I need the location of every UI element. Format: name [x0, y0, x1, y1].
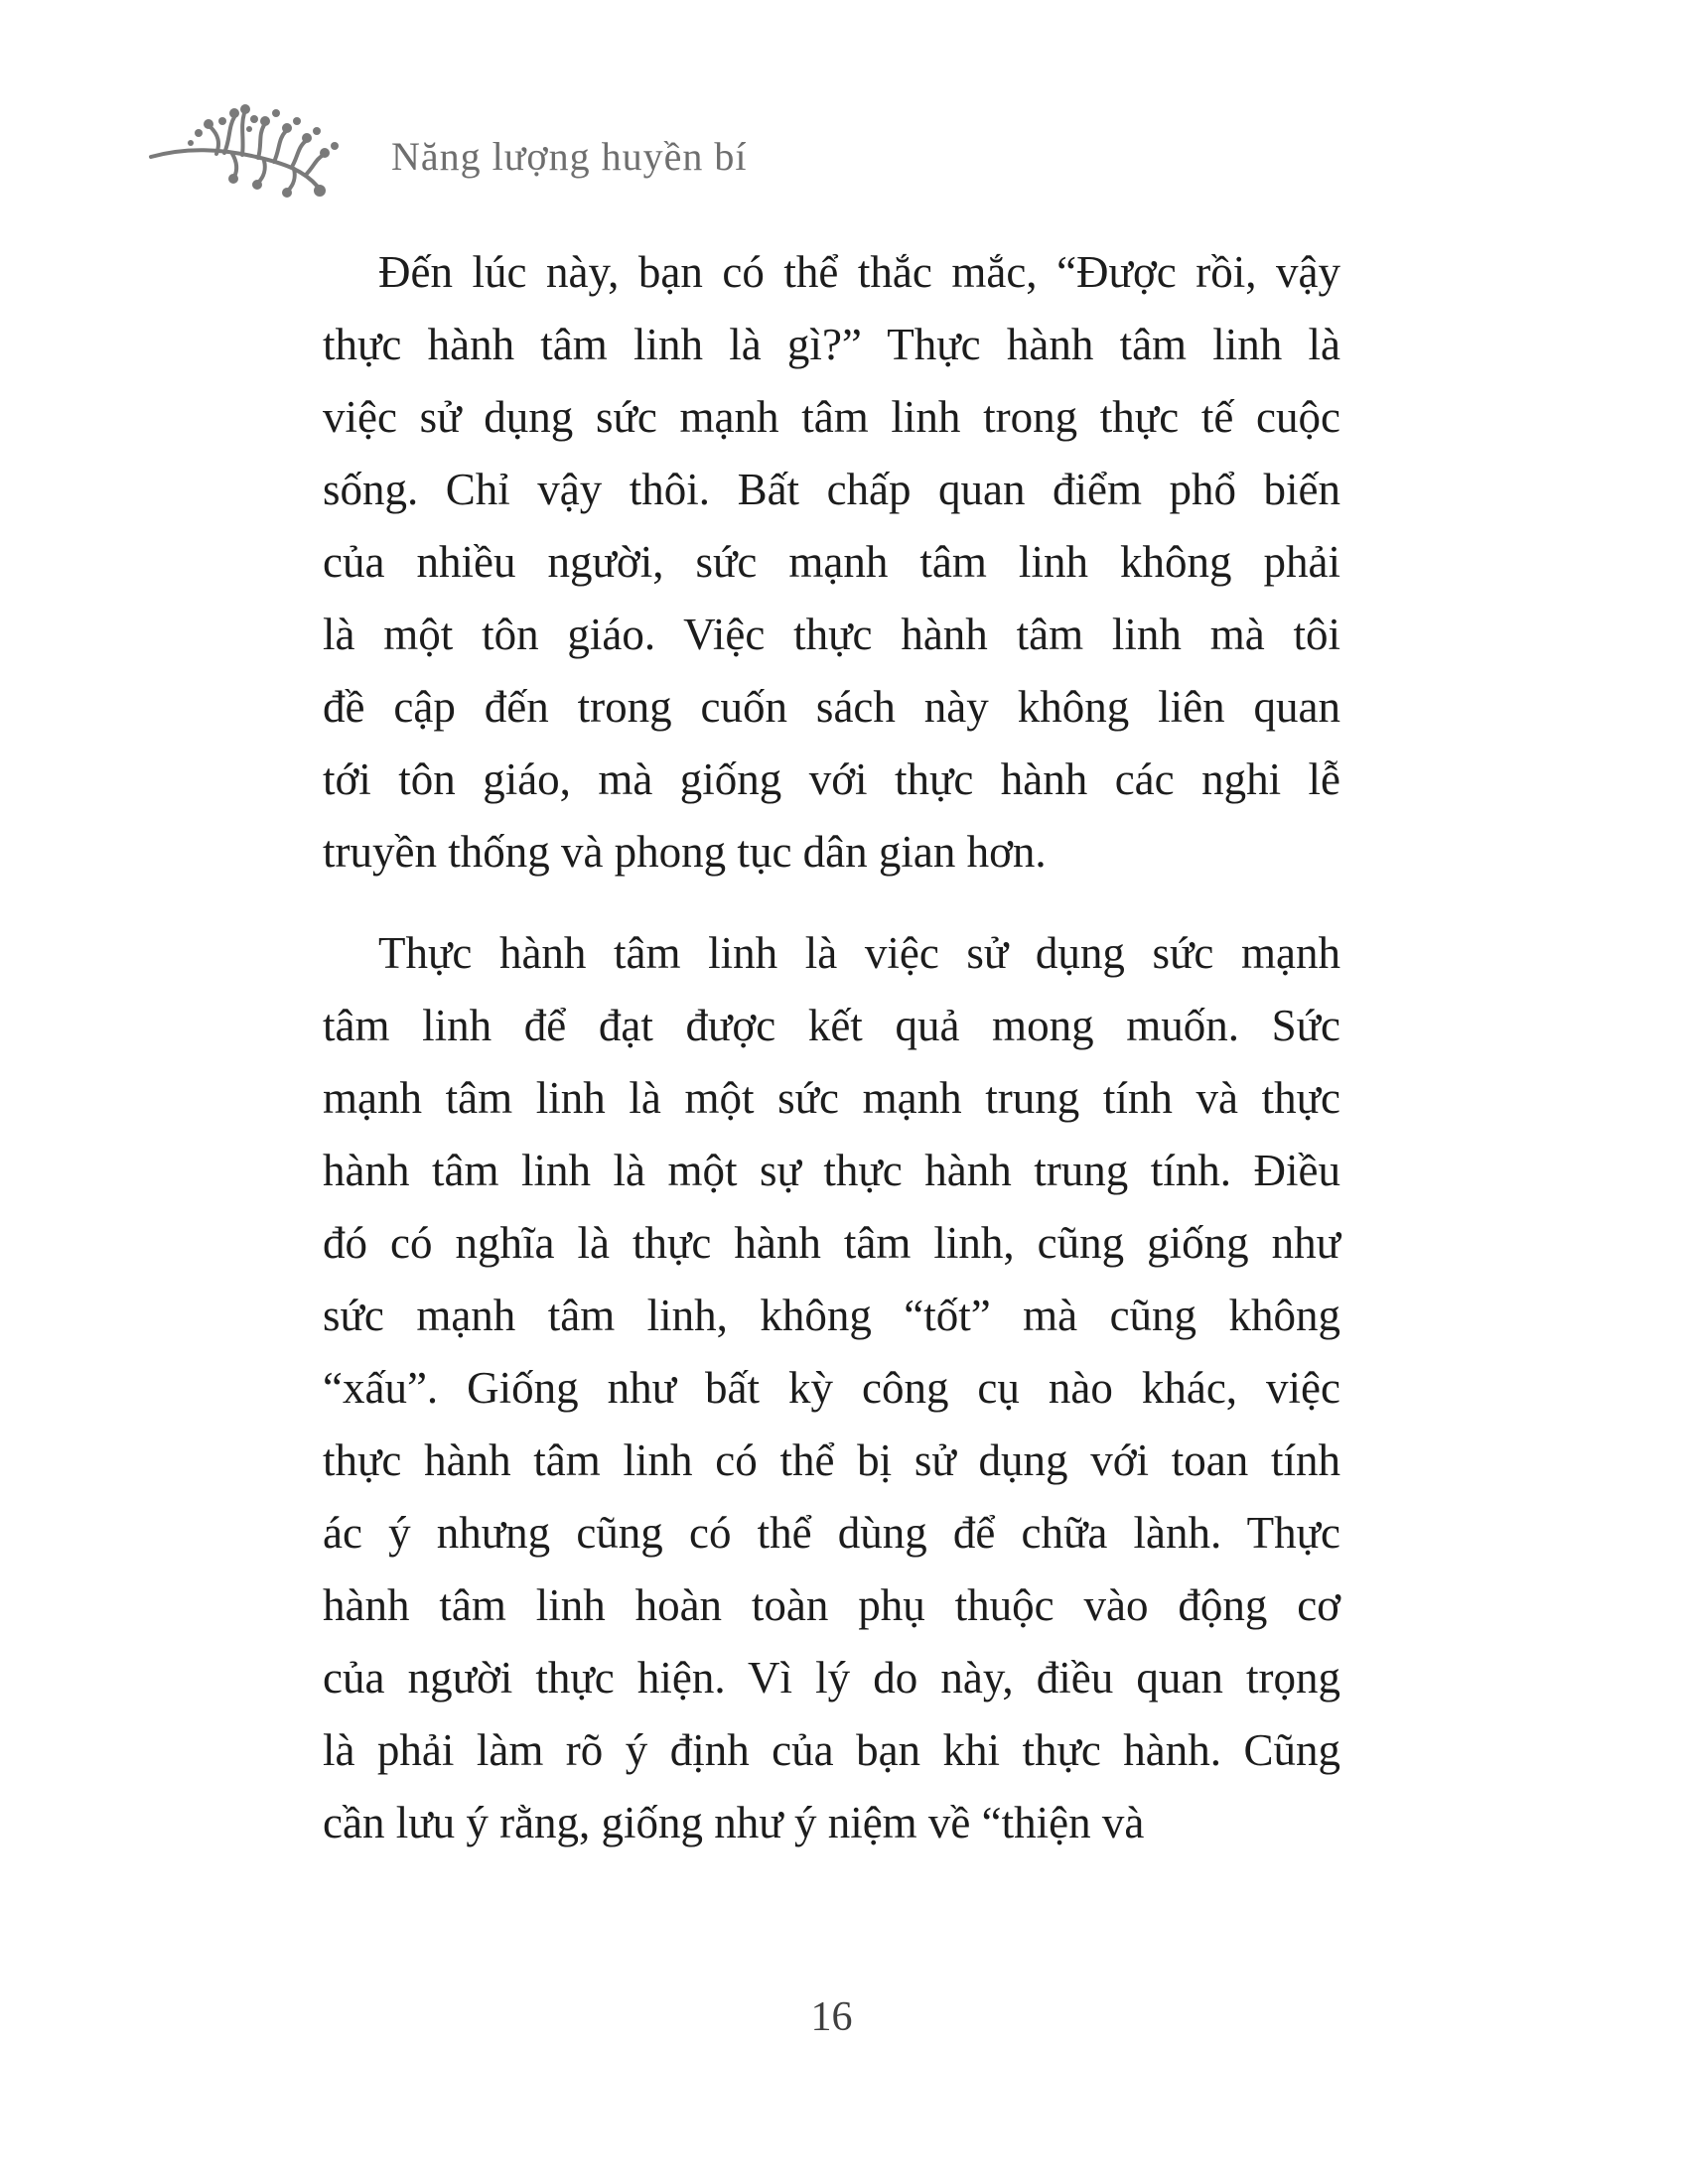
body-text	[323, 236, 1340, 1888]
text-line: đề cập đến trong cuốn sách này không liên quan	[323, 682, 1340, 732]
text-line: Thực hành tâm linh là việc sử dụng sức mạnh	[378, 928, 1340, 978]
text-line: sức mạnh tâm linh, không “tốt” mà cũng không	[323, 1291, 1340, 1340]
paragraph	[323, 236, 1340, 888]
text-line: tới tôn giáo, mà giống với thực hành các nghi lễ	[323, 754, 1340, 804]
book-title: Năng lượng huyền bí	[391, 133, 748, 179]
text-line: “xấu”. Giống như bất kỳ công cụ nào khác, việc	[323, 1363, 1340, 1413]
text-line: là phải làm rõ ý định của bạn khi thực hành. Cũng	[323, 1725, 1340, 1775]
text-line: sống. Chỉ vậy thôi. Bất chấp quan điểm phổ biến	[323, 465, 1340, 514]
text-line: mạnh tâm linh là một sức mạnh trung tính và thực	[323, 1073, 1340, 1123]
text-line: là một tôn giáo. Việc thực hành tâm linh mà tôi	[323, 610, 1340, 659]
text-line: cần lưu ý rằng, giống như ý niệm về “thiện và	[323, 1798, 1145, 1847]
branch-ornament-icon	[147, 99, 365, 208]
text-line: thực hành tâm linh có thể bị sử dụng với toan tính	[323, 1435, 1340, 1485]
text-line: truyền thống và phong tục dân gian hơn.	[323, 827, 1047, 877]
text-line: thực hành tâm linh là gì?” Thực hành tâm linh là	[323, 320, 1340, 369]
text-line: của người thực hiện. Vì lý do này, điều quan trọng	[323, 1653, 1340, 1703]
page-number: 16	[810, 1994, 853, 2040]
text-line: Đến lúc này, bạn có thể thắc mắc, “Được rồi, vậy	[378, 247, 1340, 297]
text-line: hành tâm linh là một sự thực hành trung tính. Điều	[323, 1146, 1340, 1195]
text-line: hành tâm linh hoàn toàn phụ thuộc vào động cơ	[323, 1580, 1340, 1630]
text-line: tâm linh để đạt được kết quả mong muốn. Sức	[323, 1001, 1340, 1050]
running-header	[147, 99, 747, 208]
text-line: ác ý nhưng cũng có thể dùng để chữa lành. Thực	[323, 1508, 1340, 1558]
text-line: việc sử dụng sức mạnh tâm linh trong thực tế cuộc	[323, 392, 1340, 442]
text-line: đó có nghĩa là thực hành tâm linh, cũng giống như	[323, 1218, 1340, 1268]
paragraph	[323, 917, 1340, 1859]
text-line: của nhiều người, sức mạnh tâm linh không phải	[323, 537, 1340, 587]
